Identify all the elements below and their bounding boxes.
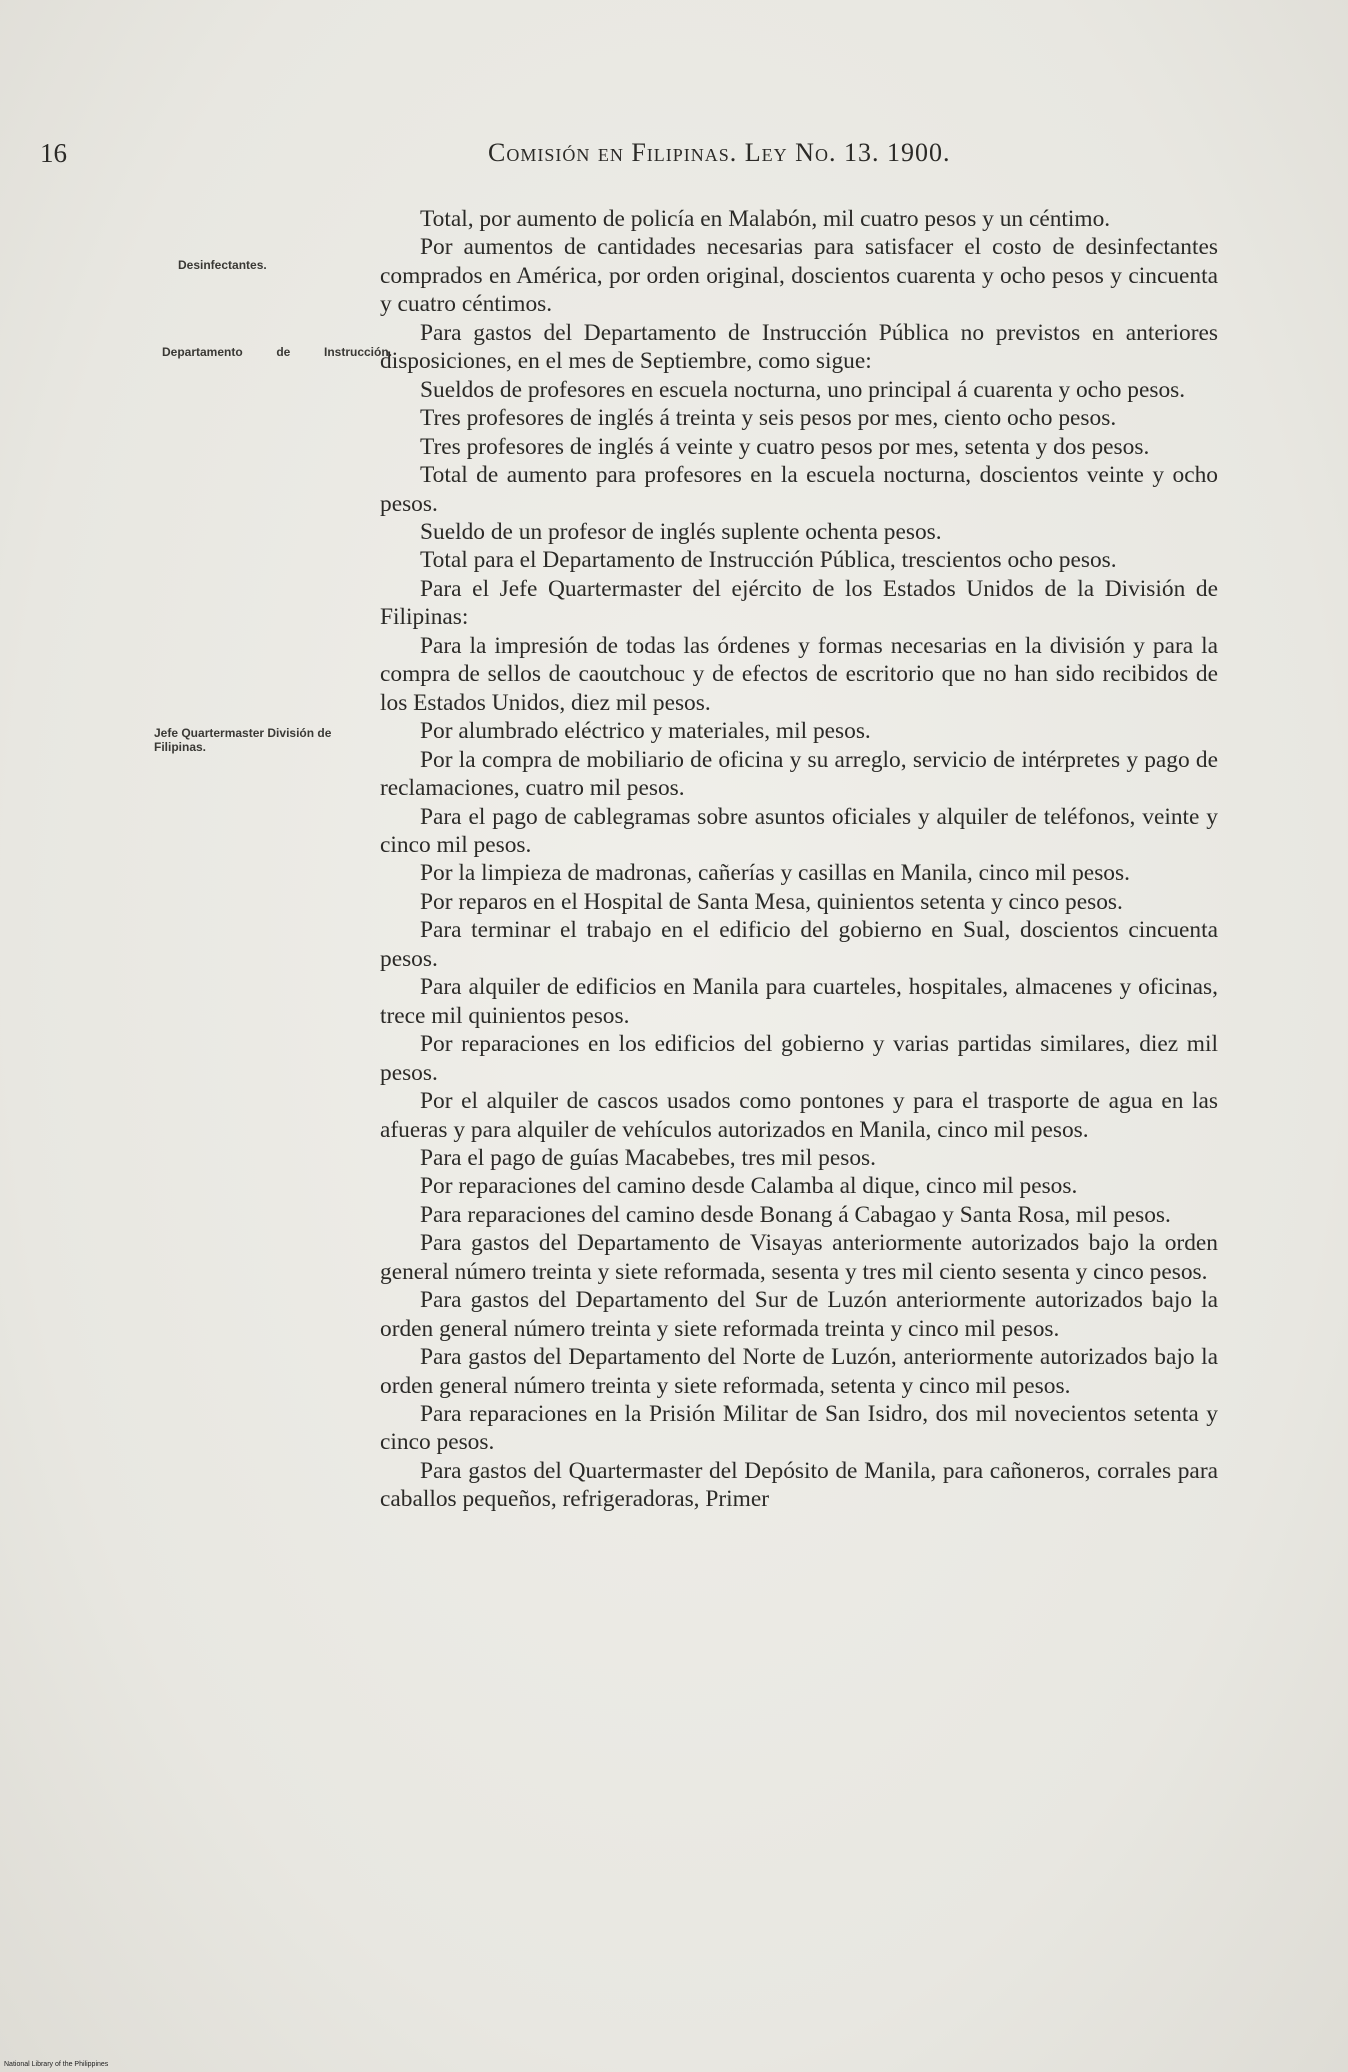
paragraph: Para alquiler de edificios en Manila para cuarteles, hospitales, almacenes y oficinas, trece mil quinientos pesos. [380, 974, 1218, 1029]
paragraph: Para el Jefe Quartermaster del ejército de los Estados Unidos de la División de Filipinas: [380, 575, 1218, 631]
paragraph: Tres profesores de inglés á treinta y seis pesos por mes, ciento ocho pesos. [420, 405, 1117, 432]
scan-credit: National Library of the Philippines [4, 2061, 109, 2068]
paragraph: Total de aumento para profesores en la escuela nocturna, doscientos veinte y ocho pesos. [380, 462, 1218, 517]
paragraph: Para gastos del Departamento del Sur de Luzón anteriormente autorizados bajo la orden general número treinta y siete reformada treinta y cinco mil pesos. [380, 1287, 1218, 1342]
paragraph: Por la compra de mobiliario de oficina y su arreglo, servicio de intérpretes y pago de reclamaciones, cuatro mil pesos. [380, 746, 1218, 802]
paragraph: Para gastos del Departamento de Visayas anteriormente autorizados bajo la orden general número treinta y siete reformada, sesenta y tres mil ciento sesenta y cinco pesos. [380, 1230, 1218, 1285]
running-head: Comisión en Filipinas. Ley No. 13. 1900. [488, 138, 951, 167]
paragraph: Por el alquiler de cascos usados como pontones y para el trasporte de agua en las afueras y para alquiler de vehículos autorizados en Manila, cinco mil pesos. [380, 1088, 1218, 1143]
margin-note-jefe-quartermaster: Jefe Quartermaster División de Filipinas. [154, 726, 332, 754]
page-number: 16 [40, 138, 67, 168]
paragraph: Por reparaciones en los edificios del gobierno y varias partidas similares, diez mil pesos. [380, 1031, 1218, 1086]
paragraph: Para la impresión de todas las órdenes y formas necesarias en la división y para la compra de sellos de caoutchouc y de efectos de escritorio que no han sido recibidos de los Estados Unidos, diez mil pesos. [380, 632, 1218, 716]
paragraph: Para gastos del Departamento del Norte de Luzón, anteriormente autorizados bajo la orden general número treinta y siete reformada, setenta y cinco mil pesos. [380, 1344, 1218, 1399]
paragraph: Sueldo de un profesor de inglés suplente ochenta pesos. [420, 518, 942, 545]
margin-note-desinfectantes: Desinfectantes. [178, 258, 267, 272]
paragraph: Por reparaciones del camino desde Calamba al dique, cinco mil pesos. [420, 1173, 1078, 1200]
paragraph: Sueldos de profesores en escuela nocturna, uno principal á cuarenta y ocho pesos. [420, 376, 1186, 403]
paragraph: Para el pago de cablegramas sobre asuntos oficiales y alquiler de teléfonos, veinte y cinco mil pesos. [380, 803, 1218, 858]
margin-note-departamento-instruccion: Departamento de Instrucción. [162, 345, 392, 359]
paragraph: Para terminar el trabajo en el edificio del gobierno en Sual, doscientos cincuenta pesos. [380, 917, 1218, 972]
paragraph: Total para el Departamento de Instrucción Pública, trescientos ocho pesos. [420, 547, 1117, 574]
paragraph: Total, por aumento de policía en Malabón, mil cuatro pesos y un céntimo. [420, 206, 1111, 232]
paragraph: Para reparaciones del camino desde Bonang á Cabagao y Santa Rosa, mil pesos. [420, 1201, 1171, 1228]
paragraph: Para gastos del Quartermaster del Depósito de Manila, para cañoneros, corrales para caballos pequeños, refrigeradoras, Primer [380, 1457, 1218, 1513]
paragraph: Por reparos en el Hospital de Santa Mesa, quinientos setenta y cinco pesos. [420, 888, 1123, 915]
body-text [380, 205, 1218, 1514]
paragraph: Para el pago de guías Macabebes, tres mil pesos. [420, 1144, 876, 1171]
paragraph: Por alumbrado eléctrico y materiales, mil pesos. [420, 718, 871, 745]
paragraph: Para reparaciones en la Prisión Militar de San Isidro, dos mil novecientos setenta y cinco pesos. [380, 1401, 1218, 1456]
paragraph: Para gastos del Departamento de Instrucción Pública no previstos en anteriores disposiciones, en el mes de Septiembre, como sigue: [380, 319, 1218, 375]
paragraph: Tres profesores de inglés á veinte y cuatro pesos por mes, setenta y dos pesos. [420, 433, 1150, 460]
paragraph: Por la limpieza de madronas, cañerías y casillas en Manila, cinco mil pesos. [420, 860, 1130, 887]
paragraph: Por aumentos de cantidades necesarias para satisfacer el costo de desinfectantes comprados en América, por orden original, doscientos cuarenta y ocho pesos y cincuenta y cuatro céntimos. [380, 234, 1218, 318]
